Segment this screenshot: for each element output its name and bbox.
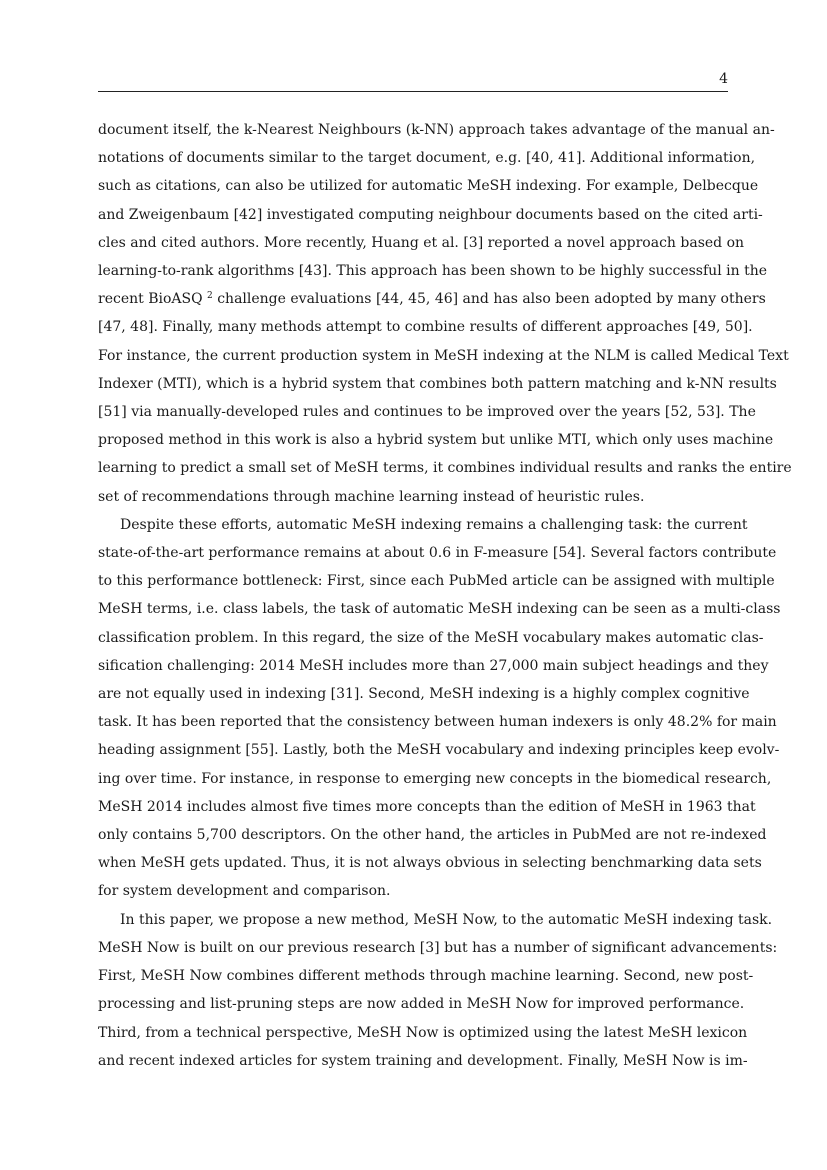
paragraph-1 (98, 116, 792, 511)
footnote-marker: 2 (207, 291, 213, 302)
paragraph-2 (98, 511, 781, 906)
text-line: First, MeSH Now combines different methods through machine learning. Second, new post- (98, 968, 754, 985)
text-line-with-footnote (98, 285, 766, 313)
text-line: Indexer (MTI), which is a hybrid system that combines both pattern matching and k-NN results (98, 375, 777, 392)
text-line: document itself, the k-Nearest Neighbours (k-NN) approach takes advantage of the manual an- (98, 122, 775, 138)
text-line: [51] via manually-developed rules and continues to be improved over the years [52, 53]. The (98, 404, 756, 421)
text-line: are not equally used in indexing [31]. Second, MeSH indexing is a highly complex cognitive (98, 686, 750, 703)
text-line: and Zweigenbaum [42] investigated computing neighbour documents based on the cited arti- (98, 206, 763, 223)
text-fragment: recent BioASQ (98, 291, 208, 308)
text-line: when MeSH gets updated. Thus, it is not always obvious in selecting benchmarking data sets (98, 855, 762, 872)
paragraph-3 (98, 906, 778, 1075)
text-line: In this paper, we propose a new method, MeSH Now, to the automatic MeSH indexing task. (120, 911, 773, 928)
text-line: heading assignment [55]. Lastly, both the MeSH vocabulary and indexing principles keep evolv- (98, 742, 780, 759)
text-line: state-of-the-art performance remains at about 0.6 in F-measure [54]. Several factors contribute (98, 545, 777, 562)
text-line: Despite these efforts, automatic MeSH indexing remains a challenging task: the current (120, 516, 748, 533)
text-line: sification challenging: 2014 MeSH includes more than 27,000 main subject headings and they (98, 657, 769, 674)
body-text (98, 116, 792, 1075)
page-number: 4 (719, 71, 728, 87)
text-line: learning to predict a small set of MeSH terms, it combines individual results and ranks the entire (98, 460, 792, 477)
text-line: only contains 5,700 descriptors. On the other hand, the articles in PubMed are not re-indexed (98, 827, 767, 844)
text-fragment: challenge evaluations [44, 45, 46] and has also been adopted by many others (212, 291, 766, 308)
text-line: for system development and comparison. (98, 883, 391, 900)
header-rule (98, 91, 728, 92)
text-line: Third, from a technical perspective, MeSH Now is optimized using the latest MeSH lexicon (98, 1024, 748, 1041)
text-line: cles and cited authors. More recently, Huang et al. [3] reported a novel approach based on (98, 234, 745, 251)
text-line: notations of documents similar to the target document, e.g. [40, 41]. Additional information, (98, 150, 756, 167)
text-line: and recent indexed articles for system training and development. Finally, MeSH Now is im- (98, 1052, 748, 1069)
text-line: [47, 48]. Finally, many methods attempt to combine results of different approaches [49, 50]. (98, 319, 753, 336)
text-line: task. It has been reported that the consistency between human indexers is only 48.2% for main (98, 714, 777, 731)
text-line: learning-to-rank algorithms [43]. This approach has been shown to be highly successful in the (98, 263, 767, 280)
text-line: processing and list-pruning steps are now added in MeSH Now for improved performance. (98, 996, 745, 1013)
text-line: such as citations, can also be utilized for automatic MeSH indexing. For example, Delbecque (98, 178, 759, 195)
text-line: ing over time. For instance, in response to emerging new concepts in the biomedical research, (98, 770, 772, 787)
text-line: classification problem. In this regard, the size of the MeSH vocabulary makes automatic clas- (98, 629, 764, 646)
text-line: set of recommendations through machine learning instead of heuristic rules. (98, 488, 645, 505)
text-line: proposed method in this work is also a hybrid system but unlike MTI, which only uses machine (98, 432, 774, 449)
text-line: MeSH 2014 includes almost five times more concepts than the edition of MeSH in 1963 that (98, 798, 756, 815)
text-line: For instance, the current production system in MeSH indexing at the NLM is called Medical Text (98, 347, 789, 364)
text-line: MeSH Now is built on our previous research [3] but has a number of significant advancements: (98, 939, 778, 956)
text-line: MeSH terms, i.e. class labels, the task of automatic MeSH indexing can be seen as a multi-class (98, 601, 781, 618)
text-line: to this performance bottleneck: First, since each PubMed article can be assigned with multiple (98, 573, 775, 590)
